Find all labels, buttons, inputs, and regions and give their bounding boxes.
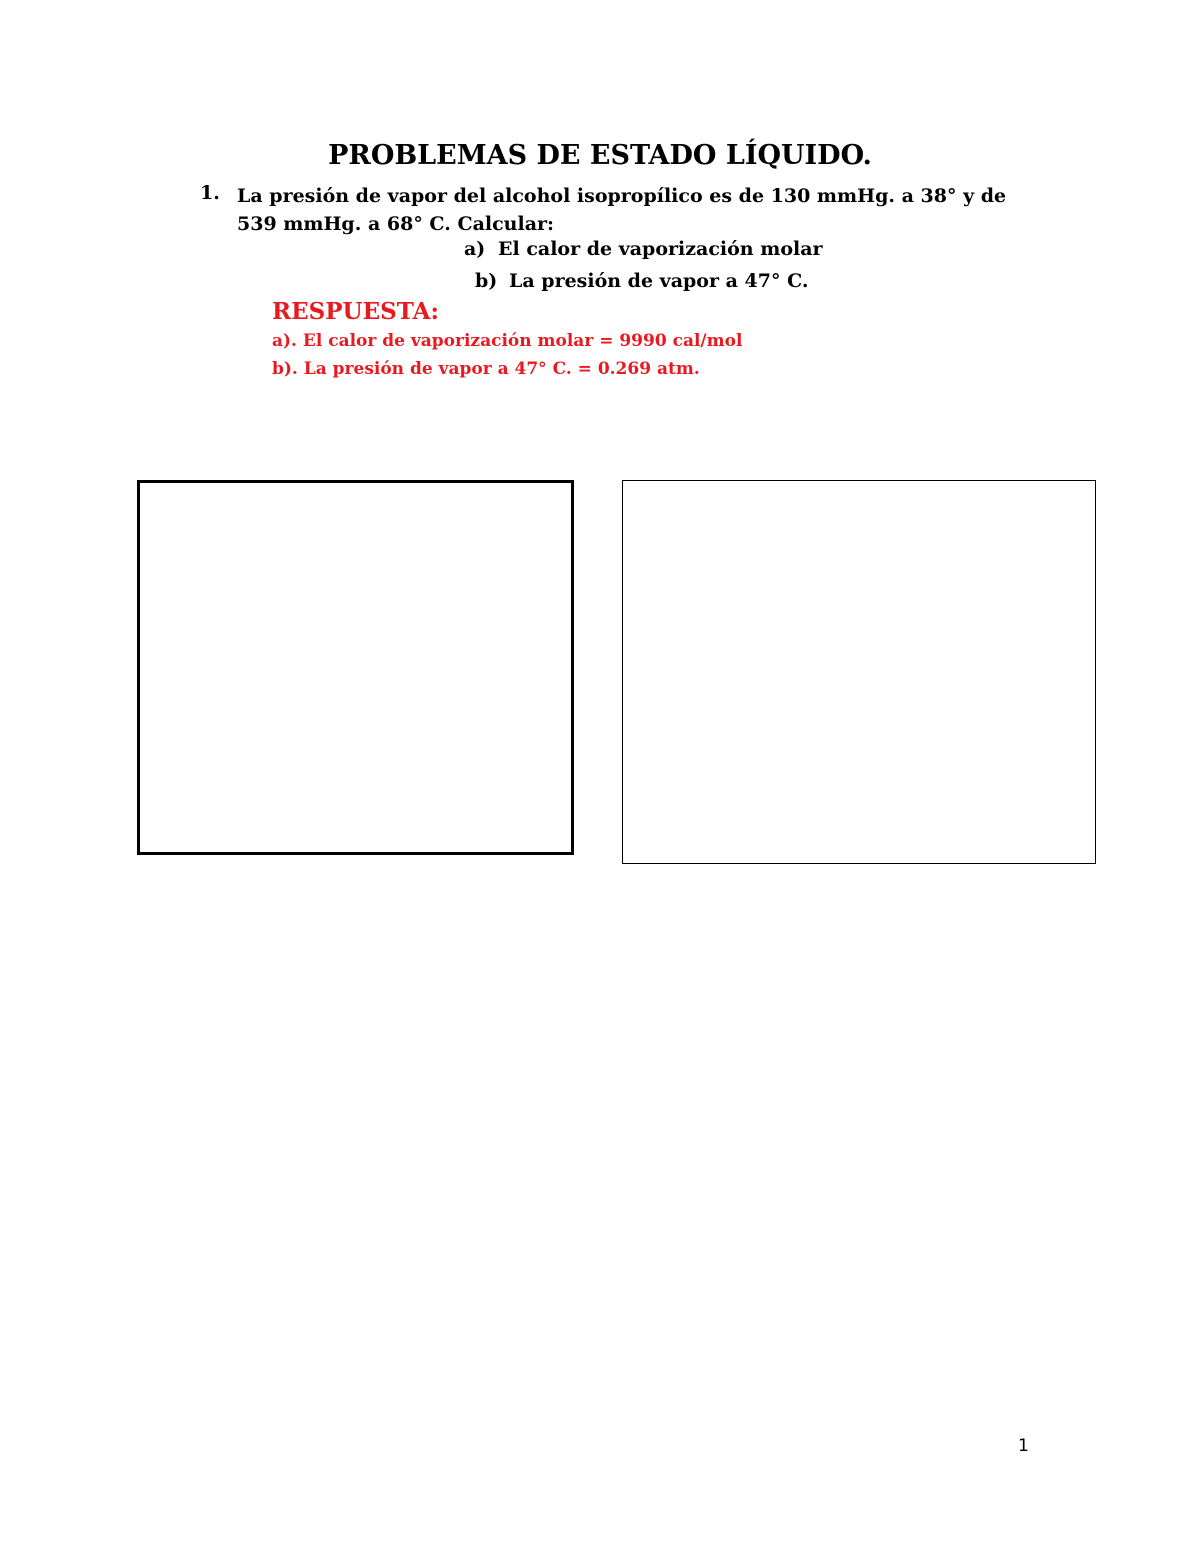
sub-question-letter: a) xyxy=(464,238,486,260)
sub-question-letter: b) xyxy=(475,270,498,292)
sub-question-text: El calor de vaporización molar xyxy=(498,238,823,260)
sub-question-b xyxy=(475,270,809,292)
problem-number: 1. xyxy=(200,182,220,204)
sub-question-a xyxy=(464,238,823,260)
page-number: 1 xyxy=(1018,1436,1029,1456)
problem-statement: La presión de vapor del alcohol isopropílico es de 130 mmHg. a 38° y de 539 mmHg. a 68° C. Calcular: xyxy=(237,185,1007,235)
answer-line-b: b). La presión de vapor a 47° C. = 0.269 atm. xyxy=(272,359,700,379)
page-title: PROBLEMAS DE ESTADO LÍQUIDO. xyxy=(328,140,872,171)
empty-frame-left xyxy=(137,480,574,855)
answer-heading: RESPUESTA: xyxy=(272,298,439,325)
answer-line-a: a). El calor de vaporización molar = 9990 cal/mol xyxy=(272,331,743,351)
sub-question-text: La presión de vapor a 47° C. xyxy=(509,270,809,292)
empty-frame-right xyxy=(622,480,1096,864)
